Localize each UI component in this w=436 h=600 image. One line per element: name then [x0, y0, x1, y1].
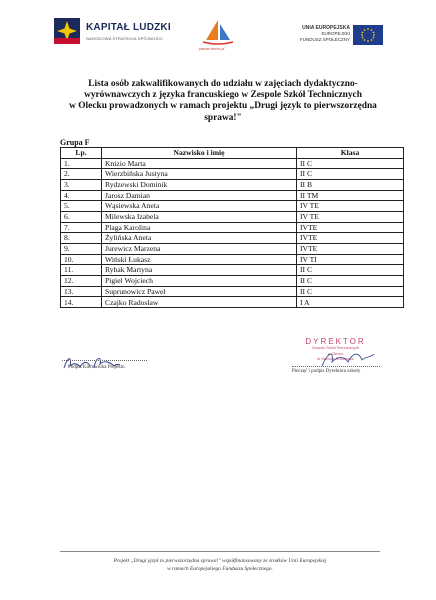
eu-line-3: FUNDUSZ SPOŁECZNY [299, 37, 350, 42]
cell-lp: 11. [61, 265, 102, 276]
cell-lp: 9. [61, 244, 102, 255]
cell-name: Wierzbińska Justyna [102, 169, 297, 180]
cell-class: II B [297, 179, 404, 190]
table-row [61, 169, 404, 180]
school-sail-logo-icon [198, 18, 238, 48]
table-row [61, 233, 404, 244]
cell-lp: 3. [61, 179, 102, 190]
right-signature-caption: Pieczęć i podpis Dyrektora szkoły [292, 369, 361, 374]
table-row [61, 211, 404, 222]
cell-name: Wąsiewska Aneta [102, 201, 297, 212]
cell-lp: 10. [61, 254, 102, 265]
cell-lp: 6. [61, 211, 102, 222]
cell-lp: 14. [61, 297, 102, 308]
cell-name: Milewska Izabela [102, 211, 297, 222]
cell-class: IVTE [297, 244, 404, 255]
stamp-title: DYREKTOR [305, 337, 366, 346]
table-row [61, 158, 404, 169]
cell-name: Rybak Martyna [102, 265, 297, 276]
table-row [61, 286, 404, 297]
cell-class: IV TE [297, 211, 404, 222]
participants-table [60, 147, 404, 308]
cell-class: I A [297, 297, 404, 308]
cell-class: IV TE [297, 201, 404, 212]
cell-name: Czajko Radosław [102, 297, 297, 308]
cell-lp: 1. [61, 158, 102, 169]
eu-label [286, 25, 350, 43]
stamp-line-2: w Olecku [327, 351, 344, 356]
director-signature [318, 344, 378, 372]
footer-text [70, 558, 370, 573]
stamp-line-1: Zespołu Szkół Technicznych [311, 346, 360, 350]
footer-line-1: Projekt „Drugi język to pierwszorzędna sprawa!" współfinansowany ze środków Unii Europejskiej [113, 558, 327, 564]
footer-divider [60, 551, 380, 552]
footer-line-2: w ramach Europejskiego Funduszu Społecznego. [167, 565, 273, 572]
eu-line-2: EUROPEJSKI [321, 31, 350, 36]
cell-class: IVTE [297, 222, 404, 233]
cell-class: IV TI [297, 254, 404, 265]
stamp-line-3: dr Mariusz Ruszewski [317, 357, 354, 361]
title-line-4: sprawa!" [204, 112, 242, 123]
cell-lp: 5. [61, 201, 102, 212]
cell-class: II C [297, 276, 404, 287]
kapital-ludzki-title: KAPITAŁ LUDZKI [86, 22, 171, 33]
group-label: Grupa F [60, 138, 90, 147]
cell-lp: 8. [61, 233, 102, 244]
document-title [58, 79, 388, 124]
header-class: Klasa [297, 148, 404, 159]
cell-class: II C [297, 265, 404, 276]
cell-name: Wiński Łukasz [102, 254, 297, 265]
cell-name: Jurewicz Marzena [102, 244, 297, 255]
cell-class: II C [297, 158, 404, 169]
eu-line-1: UNIA EUROPEJSKA [302, 25, 350, 31]
cell-lp: 4. [61, 190, 102, 201]
cell-name: Jarosz Damian [102, 190, 297, 201]
right-signature-line [292, 366, 380, 367]
title-line-1: Lista osób zakwalifikowanych do udziału w zajęciach dydaktyczno- [88, 79, 358, 89]
table-row [61, 190, 404, 201]
left-signature-caption: Podpis Kierownika Projektu [68, 365, 125, 370]
cell-class: II C [297, 169, 404, 180]
title-line-2: wyrównawczych z języka francuskiego w Zespole Szkół Technicznych [84, 90, 362, 101]
table-row [61, 254, 404, 265]
project-manager-signature [62, 352, 122, 374]
cell-class: IVTE [297, 233, 404, 244]
table-row [61, 244, 404, 255]
cell-lp: 13. [61, 286, 102, 297]
cell-lp: 2. [61, 169, 102, 180]
left-signature-line [62, 360, 147, 361]
table-row [61, 276, 404, 287]
table-row [61, 179, 404, 190]
kapital-ludzki-subtitle: NARODOWA STRATEGIA SPÓJNOŚCI [86, 36, 163, 41]
header-lp: Lp. [61, 148, 102, 159]
header-name: Nazwisko i imię [102, 148, 297, 159]
cell-lp: 7. [61, 222, 102, 233]
cell-name: Pigiel Wojciech [102, 276, 297, 287]
cell-name: Knizio Marta [102, 158, 297, 169]
cell-name: Suprunowicz Paweł [102, 286, 297, 297]
cell-class: II TM [297, 190, 404, 201]
table-row [61, 297, 404, 308]
kapital-ludzki-logo-icon [54, 18, 80, 44]
table-row [61, 201, 404, 212]
cell-lp: 12. [61, 276, 102, 287]
cell-name: Plaga Karolina [102, 222, 297, 233]
school-url: pasnet.olecko.pl [199, 47, 225, 51]
cell-class: II C [297, 286, 404, 297]
table-row [61, 265, 404, 276]
cell-name: Żylińska Aneta [102, 233, 297, 244]
cell-name: Rydzewski Dominik [102, 179, 297, 190]
title-line-3: w Olecku prowadzonych w ramach projektu „Drugi język to pierwszorzędna [69, 101, 377, 112]
table-row [61, 222, 404, 233]
eu-flag-icon [353, 25, 383, 45]
table-header-row [61, 148, 404, 159]
